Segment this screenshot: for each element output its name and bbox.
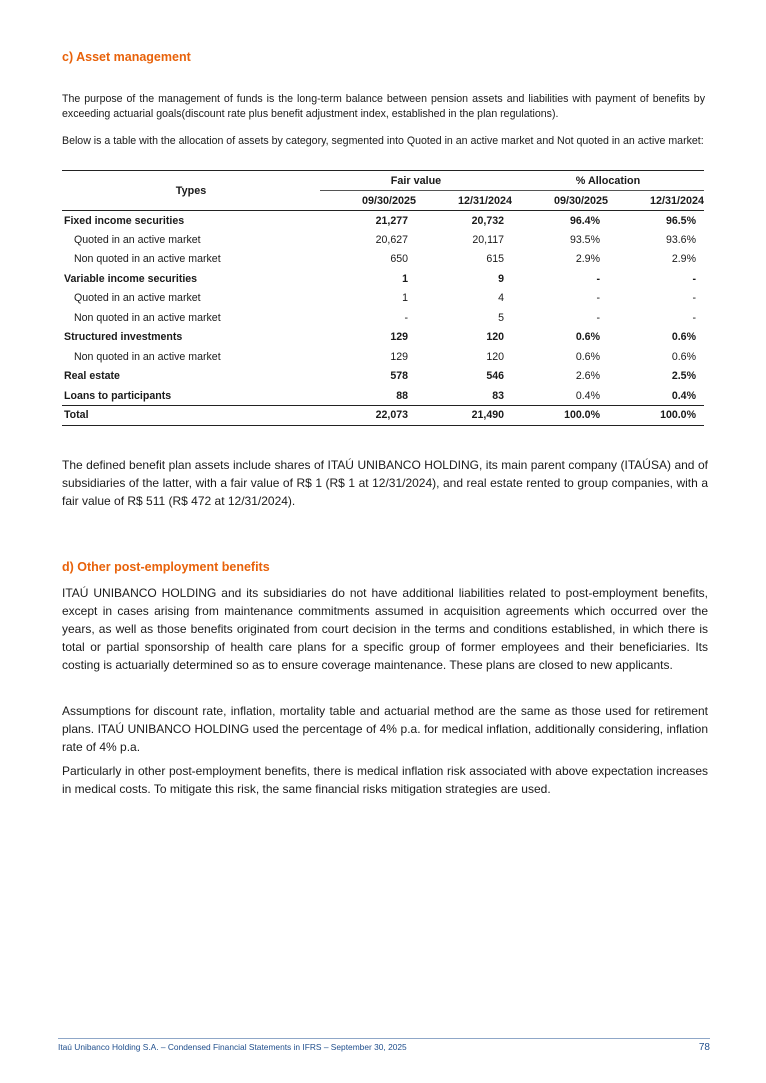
cell-value: -: [692, 311, 696, 324]
cell-value: 120: [486, 331, 504, 344]
cell-value: 22,073: [375, 409, 408, 422]
medical-inflation-risk-paragraph: Particularly in other post-employment benefits, there is medical inflation risk associated with above expectation increases in medical costs. To mitigate this risk, the same financial risks mitigation strategies are used.: [62, 764, 708, 796]
table-row: [62, 347, 704, 367]
cell-value: -: [692, 272, 696, 285]
cell-value: 100.0%: [564, 409, 600, 422]
cell-value: 0.4%: [671, 389, 696, 402]
cell-value: 9: [498, 272, 504, 285]
date-header-alloc-2025: 09/30/2025: [553, 194, 608, 207]
cell-value: 20,117: [472, 233, 504, 246]
cell-value: 21,490: [471, 409, 504, 422]
cell-value: 100.0%: [660, 409, 696, 422]
date-header-fv-2024: 12/31/2024: [457, 194, 512, 207]
assumptions-paragraph: Assumptions for discount rate, inflation, mortality table and actuarial method are the same as those used for retirement plans. ITAÚ UNIBANCO HOLDING used the percentage of 4% p.a. for medical inflation, additionally considering, inflation rate of 4% p.a.: [62, 704, 708, 754]
cell-value: 129: [390, 350, 408, 363]
section-title-asset-management: c) Asset management: [62, 50, 191, 64]
section-title-other-post-employment: d) Other post-employment benefits: [62, 560, 270, 574]
cell-value: 20,627: [375, 233, 408, 246]
date-header-fv-2025: 09/30/2025: [361, 194, 416, 207]
plan-assets-shares-paragraph: The defined benefit plan assets include shares of ITAÚ UNIBANCO HOLDING, its main parent company (ITAÚSA) and of subsidiaries of the latter, with a fair value of R$ 1 (R$ 1 at 12/31/2024), and real estate rented to group companies, with a fair value of R$ 511 (R$ 472 at 12/31/2024).: [62, 458, 708, 508]
table-header-row: [62, 171, 704, 191]
cell-value: 129: [390, 331, 408, 344]
types-column-header: Types: [175, 184, 207, 197]
row-label: Structured investments: [64, 331, 183, 344]
cell-value: 5: [498, 311, 504, 324]
table-row: [62, 308, 704, 328]
cell-value: 2.9%: [575, 253, 600, 266]
cell-value: 88: [396, 389, 408, 402]
cell-value: -: [692, 292, 696, 305]
cell-value: 650: [390, 253, 408, 266]
row-label: Quoted in an active market: [74, 233, 201, 246]
cell-value: 2.5%: [671, 370, 696, 383]
table-row: [62, 250, 704, 270]
table-row: [62, 289, 704, 309]
cell-value: 1: [402, 272, 408, 285]
cell-value: 0.6%: [671, 350, 696, 363]
table-row: [62, 230, 704, 250]
table-row: [62, 211, 704, 231]
cell-value: 2.6%: [575, 370, 600, 383]
cell-value: 615: [486, 253, 504, 266]
table-row: [62, 328, 704, 348]
footer-text: Itaú Unibanco Holding S.A. – Condensed Financial Statements in IFRS – September 30, 2025: [58, 1042, 407, 1052]
cell-value: 0.4%: [575, 389, 600, 402]
row-label: Non quoted in an active market: [74, 253, 221, 266]
table-total-row: [62, 406, 704, 426]
row-label: Total: [64, 409, 89, 422]
cell-value: 20,732: [471, 214, 504, 227]
cell-value: 4: [498, 292, 504, 305]
row-label: Real estate: [64, 370, 120, 383]
table-row: [62, 367, 704, 387]
cell-value: 120: [486, 350, 504, 363]
row-label: Non quoted in an active market: [74, 350, 221, 363]
page-number: 78: [698, 1042, 710, 1053]
cell-value: 0.6%: [671, 331, 696, 344]
cell-value: 93.5%: [569, 233, 600, 246]
cell-value: 2.9%: [671, 253, 696, 266]
asset-allocation-table: [62, 170, 704, 426]
row-label: Fixed income securities: [64, 214, 185, 227]
cell-value: 0.6%: [575, 331, 600, 344]
row-label: Non quoted in an active market: [74, 311, 221, 324]
cell-value: 0.6%: [575, 350, 600, 363]
cell-value: 93.6%: [665, 233, 696, 246]
cell-value: -: [596, 272, 600, 285]
cell-value: 21,277: [375, 214, 408, 227]
cell-value: 546: [486, 370, 504, 383]
row-label: Quoted in an active market: [74, 292, 201, 305]
cell-value: 96.4%: [569, 214, 600, 227]
row-label: Variable income securities: [64, 272, 198, 285]
cell-value: -: [404, 311, 408, 324]
allocation-group-header: % Allocation: [512, 171, 704, 191]
cell-value: -: [596, 292, 600, 305]
asset-management-purpose-paragraph: The purpose of the management of funds is the long-term balance between pension assets and liabilities with payment of benefits by exceeding actuarial goals(discount rate plus benefit adjustment index, established in the plan regulations).: [62, 93, 705, 120]
cell-value: -: [596, 311, 600, 324]
asset-allocation-intro-paragraph: Below is a table with the allocation of assets by category, segmented into Quoted in an active market and Not quoted in an active market:: [62, 135, 704, 147]
row-label: Loans to participants: [64, 389, 172, 402]
table-row: [62, 269, 704, 289]
table-row: [62, 386, 704, 406]
date-header-alloc-2024: 12/31/2024: [649, 194, 704, 207]
cell-value: 1: [402, 292, 408, 305]
cell-value: 96.5%: [665, 214, 696, 227]
cell-value: 578: [390, 370, 408, 383]
fair-value-group-header: Fair value: [320, 171, 512, 191]
footer-divider: [58, 1038, 710, 1039]
post-employment-liabilities-paragraph: ITAÚ UNIBANCO HOLDING and its subsidiaries do not have additional liabilities related to post-employment benefits, except in cases arising from maintenance commitments assumed in acquisition agreements which occurred over the years, as well as those benefits originated from court decision in the terms and conditions established, in which there is total or partial sponsorship of health care plans for a specific group of former employees and their beneficiaries. Its costing is actuarially determined so as to ensure coverage maintenance. These plans are closed to new applicants.: [62, 586, 708, 672]
cell-value: 83: [492, 389, 504, 402]
